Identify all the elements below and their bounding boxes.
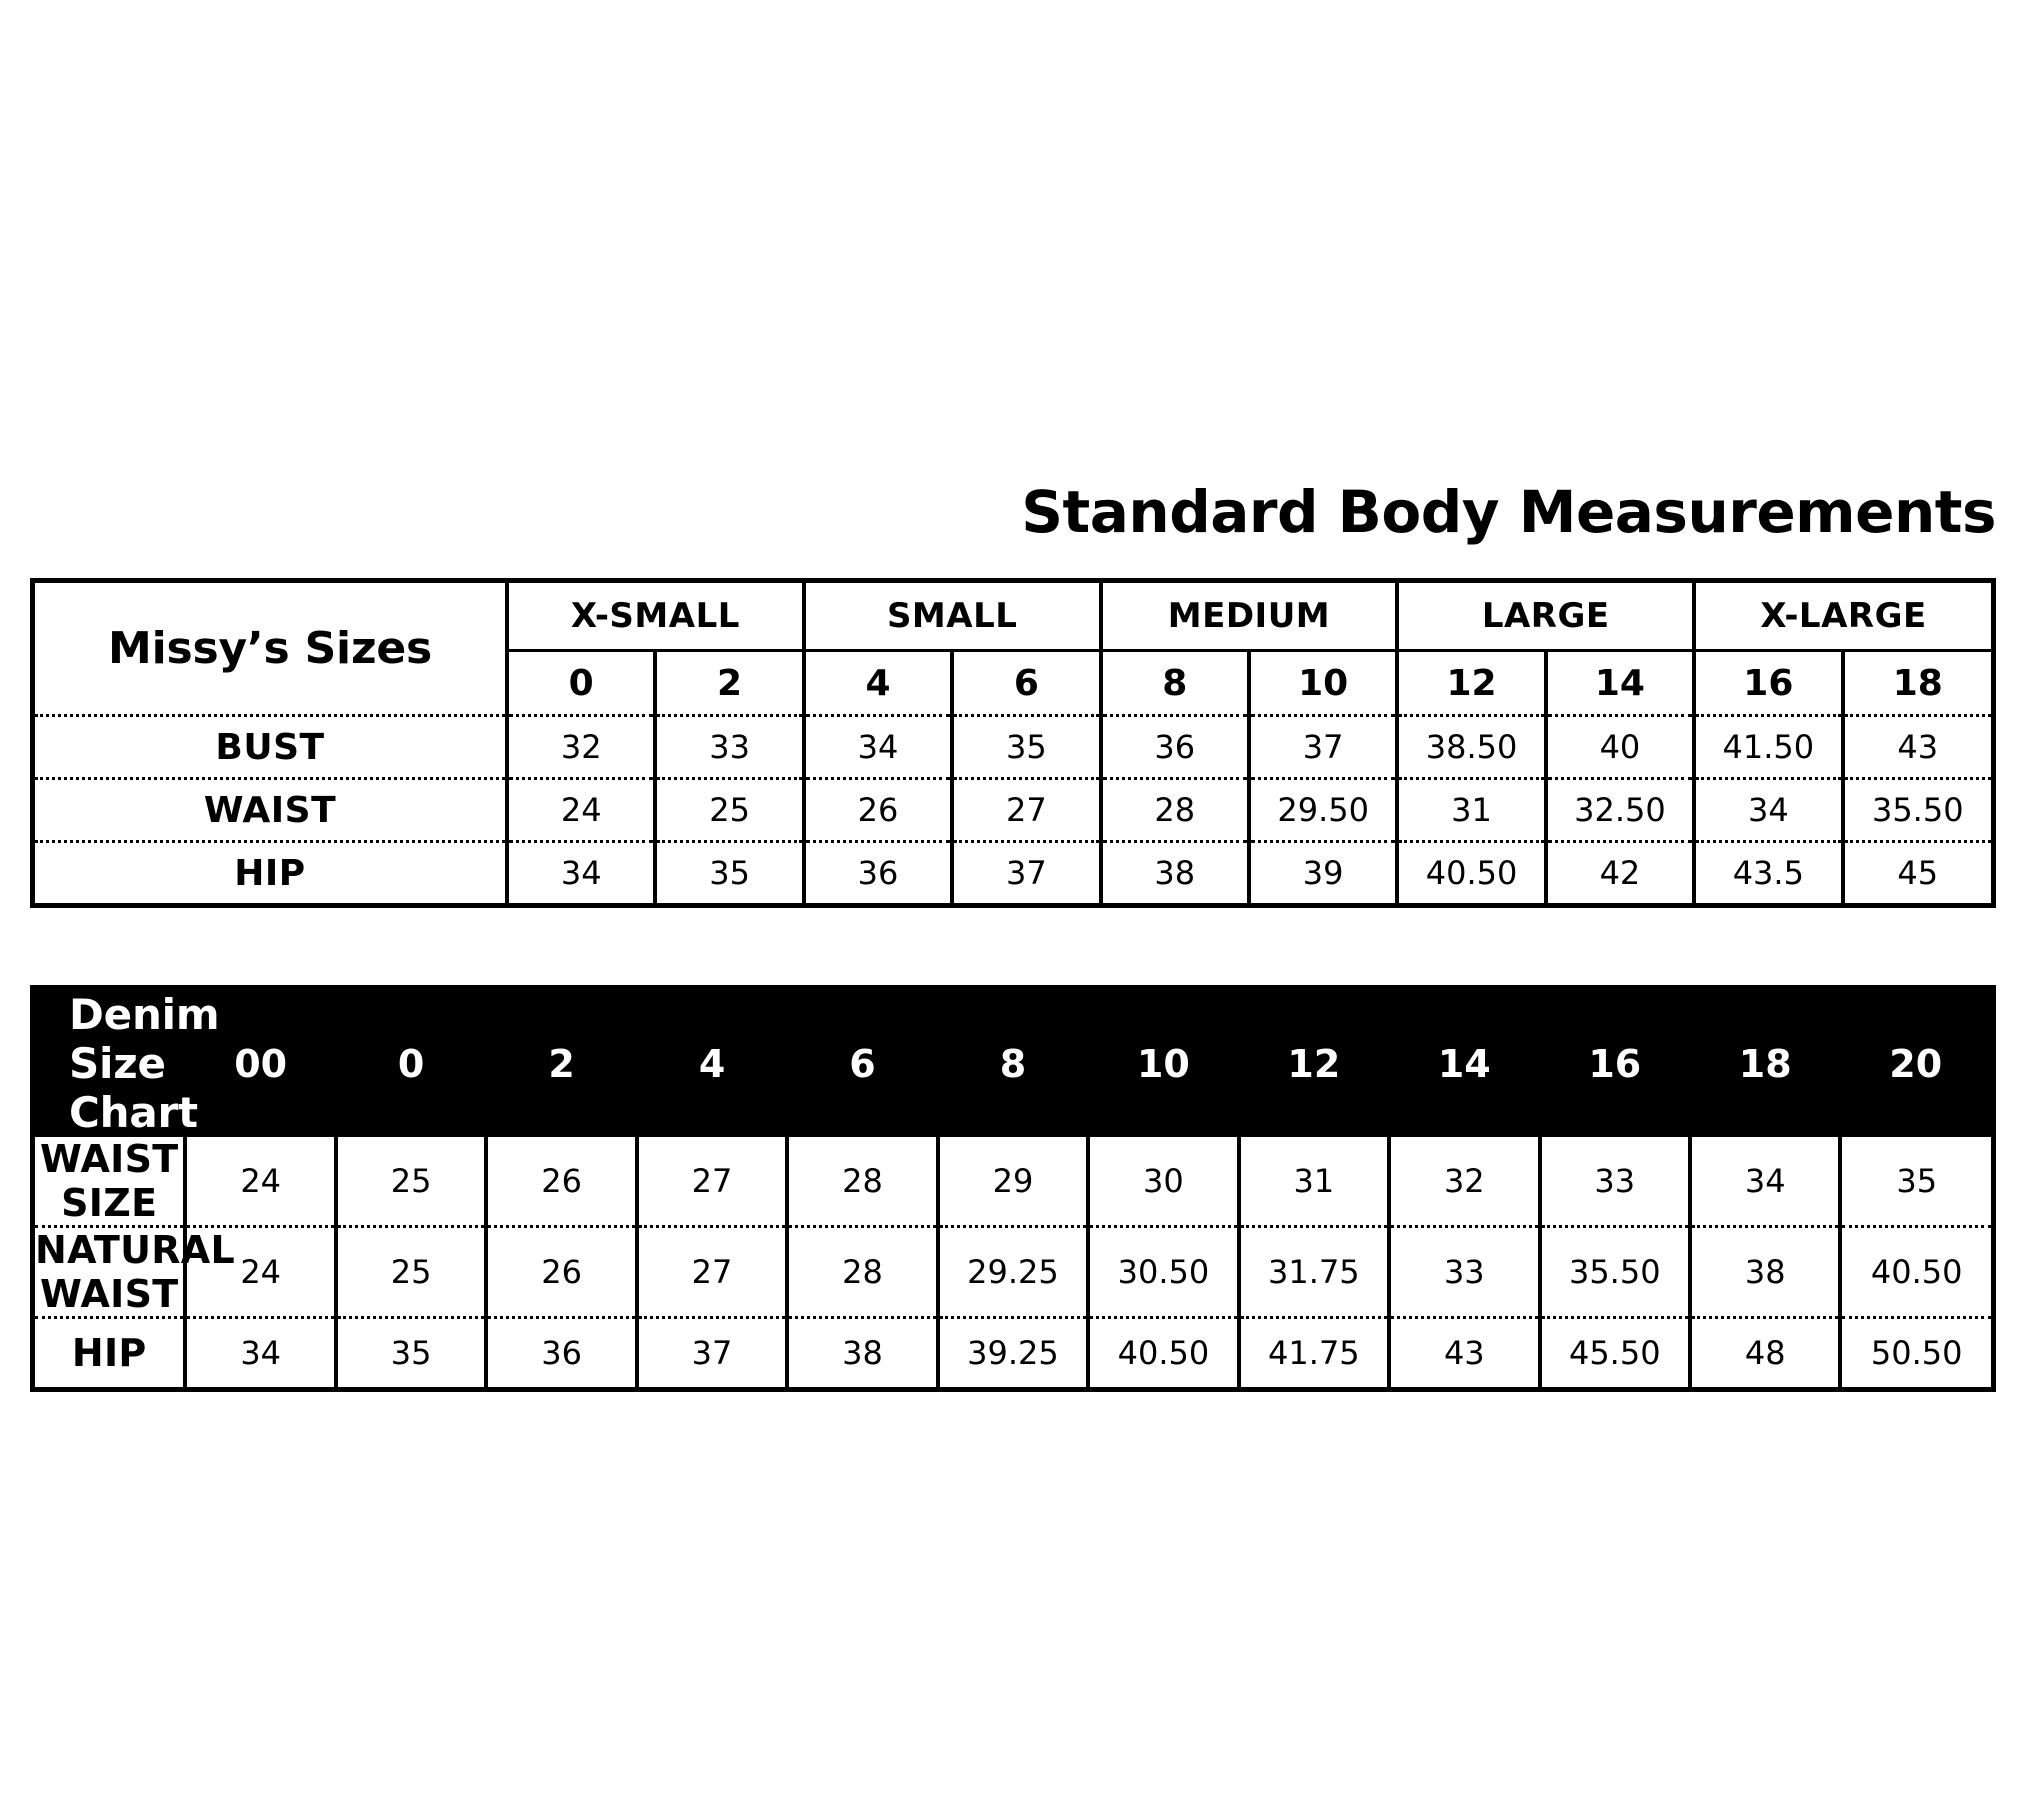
denim-natural-waist-4: 27 [637, 1227, 787, 1318]
denim-waist-size-10: 30 [1088, 1137, 1238, 1227]
missy-waist-4: 26 [804, 779, 952, 842]
missy-bust-16: 41.50 [1694, 716, 1842, 779]
missy-row-label-hip: HIP [234, 852, 306, 894]
table-row [35, 779, 1991, 842]
missy-waist-14: 32.50 [1546, 779, 1694, 842]
denim-natural-waist-16: 35.50 [1540, 1227, 1690, 1318]
denim-waist-size-4: 27 [637, 1137, 787, 1227]
denim-size-0: 0 [336, 990, 486, 1137]
denim-natural-waist-00: 24 [185, 1227, 335, 1318]
table-row [35, 842, 1991, 904]
missy-size-4: 4 [804, 651, 952, 716]
page-title: Standard Body Measurements [1021, 478, 1996, 546]
denim-natural-waist-20: 40.50 [1840, 1227, 1991, 1318]
denim-natural-waist-18: 38 [1690, 1227, 1840, 1318]
denim-waist-size-6: 28 [787, 1137, 937, 1227]
missy-row-label-waist: WAIST [35, 779, 507, 842]
missy-bust-2: 33 [655, 716, 803, 779]
missy-hip-0: 34 [507, 842, 655, 904]
missy-size-8: 8 [1101, 651, 1249, 716]
denim-size-8: 8 [938, 990, 1088, 1137]
missy-bust-8: 36 [1101, 716, 1249, 779]
denim-hip-00: 34 [185, 1318, 335, 1388]
denim-waist-size-0: 25 [336, 1137, 486, 1227]
denim-hip-12: 41.75 [1239, 1318, 1389, 1388]
denim-natural-waist-0: 25 [336, 1227, 486, 1318]
missy-waist-12: 31 [1397, 779, 1545, 842]
denim-size-2: 2 [486, 990, 636, 1137]
denim-hip-2: 36 [486, 1318, 636, 1388]
denim-size-6: 6 [787, 990, 937, 1137]
denim-waist-size-14: 32 [1389, 1137, 1539, 1227]
missy-size-2: 2 [655, 651, 803, 716]
denim-natural-waist-14: 33 [1389, 1227, 1539, 1318]
missy-size-10: 10 [1249, 651, 1397, 716]
table-row-denim-header [35, 990, 1991, 1137]
denim-hip-16: 45.50 [1540, 1318, 1690, 1388]
missy-bust-18: 43 [1843, 716, 1991, 779]
denim-size-00: 00 [185, 990, 335, 1137]
missy-waist-10: 29.50 [1249, 779, 1397, 842]
missy-hip-8: 38 [1101, 842, 1249, 904]
size-group-medium: MEDIUM [1101, 583, 1398, 651]
denim-natural-waist-2: 26 [486, 1227, 636, 1318]
missy-size-12: 12 [1397, 651, 1545, 716]
missy-row-label-bust: BUST [35, 716, 507, 779]
missy-waist-8: 28 [1101, 779, 1249, 842]
denim-hip-14: 43 [1389, 1318, 1539, 1388]
missy-bust-6: 35 [952, 716, 1100, 779]
missy-bust-10: 37 [1249, 716, 1397, 779]
denim-hip-20: 50.50 [1840, 1318, 1991, 1388]
table-row [35, 1227, 1991, 1318]
denim-hip-10: 40.50 [1088, 1318, 1238, 1388]
missy-waist-0: 24 [507, 779, 655, 842]
missy-bust-0: 32 [507, 716, 655, 779]
denim-waist-size-12: 31 [1239, 1137, 1389, 1227]
missy-waist-6: 27 [952, 779, 1100, 842]
missy-size-6: 6 [952, 651, 1100, 716]
size-group-xlarge: X-LARGE [1694, 583, 1991, 651]
table-row-size-groups [35, 583, 1991, 651]
missy-hip-10: 39 [1249, 842, 1397, 904]
denim-size-10: 10 [1088, 990, 1238, 1137]
missy-size-14: 14 [1546, 651, 1694, 716]
missy-sizes-label: Missy’s Sizes [35, 583, 507, 716]
missy-sizes-table [30, 578, 1996, 908]
missy-hip-14: 42 [1546, 842, 1694, 904]
denim-natural-waist-6: 28 [787, 1227, 937, 1318]
denim-size-18: 18 [1690, 990, 1840, 1137]
size-group-large: LARGE [1397, 583, 1694, 651]
denim-hip-4: 37 [637, 1318, 787, 1388]
denim-row-label-waist-size: WAIST SIZE [35, 1137, 185, 1227]
size-group-small: SMALL [804, 583, 1101, 651]
denim-size-12: 12 [1239, 990, 1389, 1137]
missy-size-0: 0 [507, 651, 655, 716]
denim-natural-waist-10: 30.50 [1088, 1227, 1238, 1318]
missy-hip-6: 37 [952, 842, 1100, 904]
missy-bust-4: 34 [804, 716, 952, 779]
denim-waist-size-2: 26 [486, 1137, 636, 1227]
missy-size-16: 16 [1694, 651, 1842, 716]
denim-size-16: 16 [1540, 990, 1690, 1137]
missy-hip-4: 36 [804, 842, 952, 904]
denim-waist-size-00: 24 [185, 1137, 335, 1227]
missy-hip-2: 35 [655, 842, 803, 904]
denim-hip-18: 48 [1690, 1318, 1840, 1388]
denim-row-label-natural-waist: NATURAL WAIST [35, 1228, 236, 1316]
denim-waist-size-8: 29 [938, 1137, 1088, 1227]
missy-waist-18: 35.50 [1843, 779, 1991, 842]
table-row [35, 1137, 1991, 1227]
denim-chart-title: Denim Size Chart [35, 990, 185, 1137]
missy-hip-12: 40.50 [1397, 842, 1545, 904]
denim-size-4: 4 [637, 990, 787, 1137]
missy-bust-14: 40 [1546, 716, 1694, 779]
missy-hip-18: 45 [1843, 842, 1991, 904]
table-row [35, 1318, 1991, 1388]
denim-size-chart-table [30, 985, 1996, 1392]
missy-hip-16: 43.5 [1694, 842, 1842, 904]
denim-size-20: 20 [1840, 990, 1991, 1137]
denim-natural-waist-12: 31.75 [1239, 1227, 1389, 1318]
denim-size-14: 14 [1389, 990, 1539, 1137]
size-group-xsmall: X-SMALL [507, 583, 804, 651]
denim-waist-size-20: 35 [1840, 1137, 1991, 1227]
denim-hip-8: 39.25 [938, 1318, 1088, 1388]
missy-waist-16: 34 [1694, 779, 1842, 842]
missy-waist-2: 25 [655, 779, 803, 842]
denim-hip-6: 38 [787, 1318, 937, 1388]
denim-row-label-hip: HIP [71, 1331, 147, 1375]
table-row [35, 716, 1991, 779]
denim-waist-size-16: 33 [1540, 1137, 1690, 1227]
denim-waist-size-18: 34 [1690, 1137, 1840, 1227]
denim-natural-waist-8: 29.25 [938, 1227, 1088, 1318]
missy-size-18: 18 [1843, 651, 1991, 716]
denim-hip-0: 35 [336, 1318, 486, 1388]
missy-bust-12: 38.50 [1397, 716, 1545, 779]
